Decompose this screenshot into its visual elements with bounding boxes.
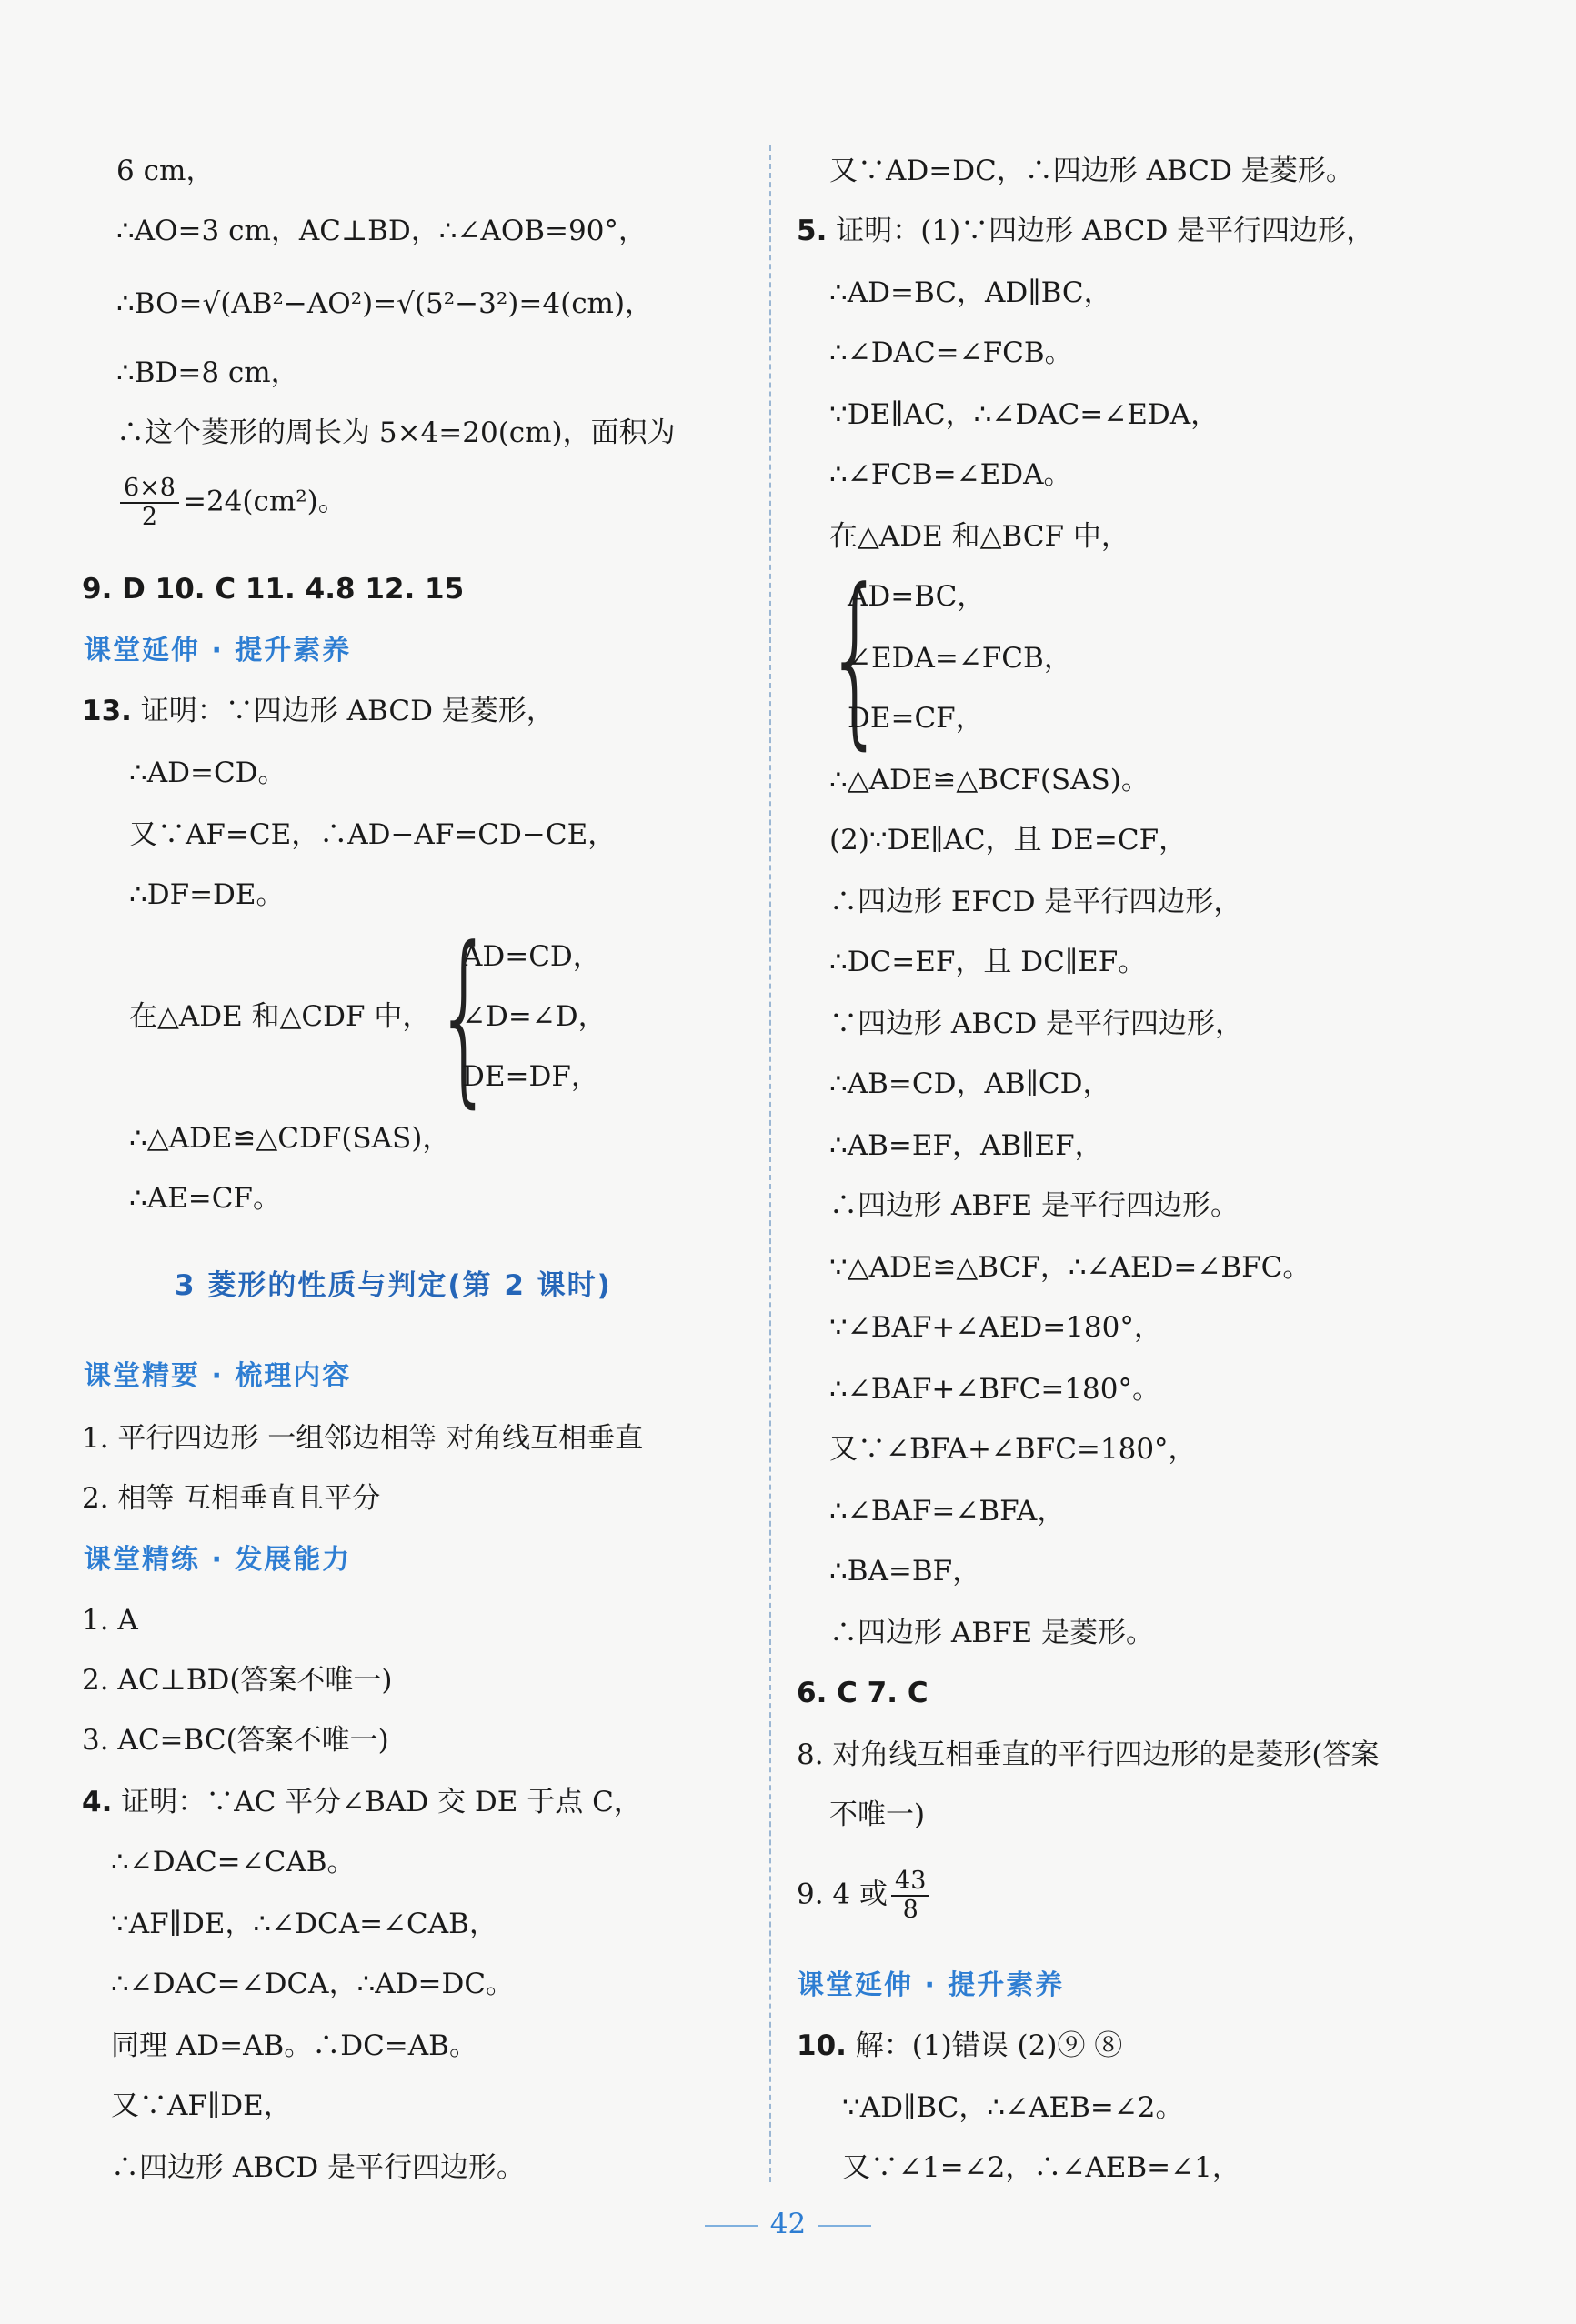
denominator: 2 <box>141 503 158 531</box>
text-line: ∴BA=BF， <box>829 1555 981 1588</box>
fraction <box>891 1868 929 1924</box>
text-line: ∴△ADE≌△BCF(SAS)。 <box>829 764 1149 796</box>
text-line: ∴四边形 EFCD 是平行四边形， <box>829 886 1242 918</box>
text-line: ∴AD=BC，AD∥BC， <box>829 276 1112 309</box>
text-line: ∴AB=CD，AB∥CD， <box>829 1067 1111 1100</box>
text-line: ∴四边形 ABFE 是菱形。 <box>829 1617 1155 1649</box>
text-line: DE=CF， <box>848 702 984 735</box>
text-line: 1. A <box>82 1604 138 1637</box>
question-number: 10. <box>797 2029 847 2062</box>
fraction-line <box>116 475 346 531</box>
fraction-line <box>797 1868 933 1924</box>
question-number: 4. <box>82 1786 113 1818</box>
text-line: 又∵AF=CE，∴AD−AF=CD−CE， <box>129 818 617 851</box>
fraction <box>120 475 179 531</box>
text-line: ∴∠DAC=∠DCA，∴AD=DC。 <box>111 1968 515 2000</box>
question-number: 5. <box>797 215 828 247</box>
text-line: ∴∠DAC=∠FCB。 <box>829 336 1073 369</box>
text-line: ∵AD∥BC，∴∠AEB=∠2。 <box>842 2091 1184 2124</box>
text-line: ∴△ADE≌△CDF(SAS)， <box>129 1122 451 1155</box>
text-line: ∵△ADE≌△BCF，∴∠AED=∠BFC。 <box>829 1251 1311 1284</box>
text-line: ∠D=∠D， <box>462 1000 607 1033</box>
text-line <box>82 1784 642 1820</box>
text-line: 1. 平行四边形 一组邻边相等 对角线互相垂直 <box>82 1422 644 1455</box>
text-line: 2. AC⊥BD(答案不唯一) <box>82 1664 393 1697</box>
numerator: 6×8 <box>120 475 179 504</box>
text-line: ∵∠BAF+∠AED=180°， <box>829 1311 1162 1344</box>
text-line: 不唯一) <box>829 1798 926 1831</box>
text: 9. 4 或 <box>797 1878 888 1911</box>
text-line: ∴∠DAC=∠CAB。 <box>111 1846 356 1878</box>
text-line: ∴四边形 ABFE 是平行四边形。 <box>829 1189 1240 1222</box>
text-line: ∴AD=CD。 <box>129 756 286 789</box>
text-line: 又∵∠1=∠2，∴∠AEB=∠1， <box>842 2151 1240 2184</box>
text-line: 在△ADE 和△BCF 中， <box>829 520 1129 553</box>
text-line: ∵AF∥DE，∴∠DCA=∠CAB， <box>111 1908 497 1940</box>
text-line: ∴AO=3 cm，AC⊥BD，∴∠AOB=90°， <box>116 215 647 247</box>
text: 证明：∵AC 平分∠BAD 交 DE 于点 C， <box>112 1786 642 1818</box>
text-line: ∵DE∥AC，∴∠DAC=∠EDA， <box>829 398 1220 431</box>
text-line: ∴BD=8 cm， <box>116 356 299 389</box>
text-line <box>797 2028 1122 2064</box>
section-heading: 课堂延伸 · 提升素养 <box>84 635 352 666</box>
brace-icon: { <box>826 550 886 766</box>
text-line: 8. 对角线互相垂直的平行四边形的是菱形(答案 <box>797 1738 1380 1771</box>
text-line: ∴DF=DE。 <box>129 878 285 911</box>
brace-icon: { <box>435 908 495 1125</box>
text: 解：(1)错误 (2)⑨ ⑧ <box>846 2029 1123 2062</box>
page-number-text: 42 <box>769 2208 807 2240</box>
text-line: 在△ADE 和△CDF 中， <box>129 1000 431 1033</box>
text-line <box>797 213 1374 249</box>
dash-left <box>705 2225 758 2227</box>
text-line: ∴∠BAF+∠BFC=180°。 <box>829 1373 1160 1406</box>
section-heading: 课堂精要 · 梳理内容 <box>84 1360 352 1392</box>
text-line: =24(cm²)。 <box>182 485 346 518</box>
text-line: ∴AB=EF，AB∥EF， <box>829 1129 1103 1162</box>
text-line: 同理 AD=AB。∴DC=AB。 <box>111 2029 477 2062</box>
text-line: 又∵∠BFA+∠BFC=180°， <box>829 1433 1197 1466</box>
text: 证明：(1)∵四边形 ABCD 是平行四边形， <box>827 215 1375 247</box>
text-line: AD=CD， <box>462 940 601 973</box>
text-line: ∵四边形 ABCD 是平行四边形， <box>829 1007 1244 1040</box>
text-line <box>82 693 555 729</box>
text-line: ∴四边形 ABCD 是平行四边形。 <box>111 2151 526 2184</box>
text-line: ∴BO=√(AB²−AO²)=√(5²−3²)=4(cm)， <box>116 287 654 320</box>
text-line: ∴这个菱形的周长为 5×4=20(cm)，面积为 <box>116 416 676 449</box>
text-line: 3. AC=BC(答案不唯一) <box>82 1724 389 1757</box>
text-line: ∴∠BAF=∠BFA， <box>829 1495 1066 1528</box>
text-line: 6 cm， <box>116 155 215 187</box>
text-line: (2)∵DE∥AC，且 DE=CF， <box>829 824 1188 856</box>
text-line: 又∵AD=DC，∴四边形 ABCD 是菱形。 <box>829 155 1354 187</box>
page-number <box>0 2208 1576 2240</box>
text-line: DE=DF， <box>462 1060 599 1093</box>
lesson-title: 3 菱形的性质与判定(第 2 课时) <box>175 1269 612 1302</box>
text-line: 2. 相等 互相垂直且平分 <box>82 1482 381 1515</box>
answer-line: 9. D 10. C 11. 4.8 12. 15 <box>82 573 465 606</box>
denominator: 8 <box>902 1896 918 1924</box>
text-line: ∴∠FCB=∠EDA。 <box>829 458 1072 491</box>
column-divider <box>769 145 771 2182</box>
section-heading: 课堂精练 · 发展能力 <box>84 1544 352 1576</box>
dash-right <box>818 2225 871 2227</box>
text-line: ∴DC=EF，且 DC∥EF。 <box>829 946 1147 978</box>
text-line: ∴AE=CF。 <box>129 1182 281 1215</box>
text-line: ∠EDA=∠FCB， <box>848 642 1072 675</box>
answer-line: 6. C 7. C <box>797 1677 929 1709</box>
text-line: AD=BC， <box>848 580 986 613</box>
numerator: 43 <box>891 1868 929 1897</box>
text-line: 又∵AF∥DE， <box>111 2089 292 2122</box>
section-heading: 课堂延伸 · 提升素养 <box>797 1969 1065 2001</box>
question-number: 13. <box>82 695 132 727</box>
text: 证明：∵四边形 ABCD 是菱形， <box>131 695 555 727</box>
